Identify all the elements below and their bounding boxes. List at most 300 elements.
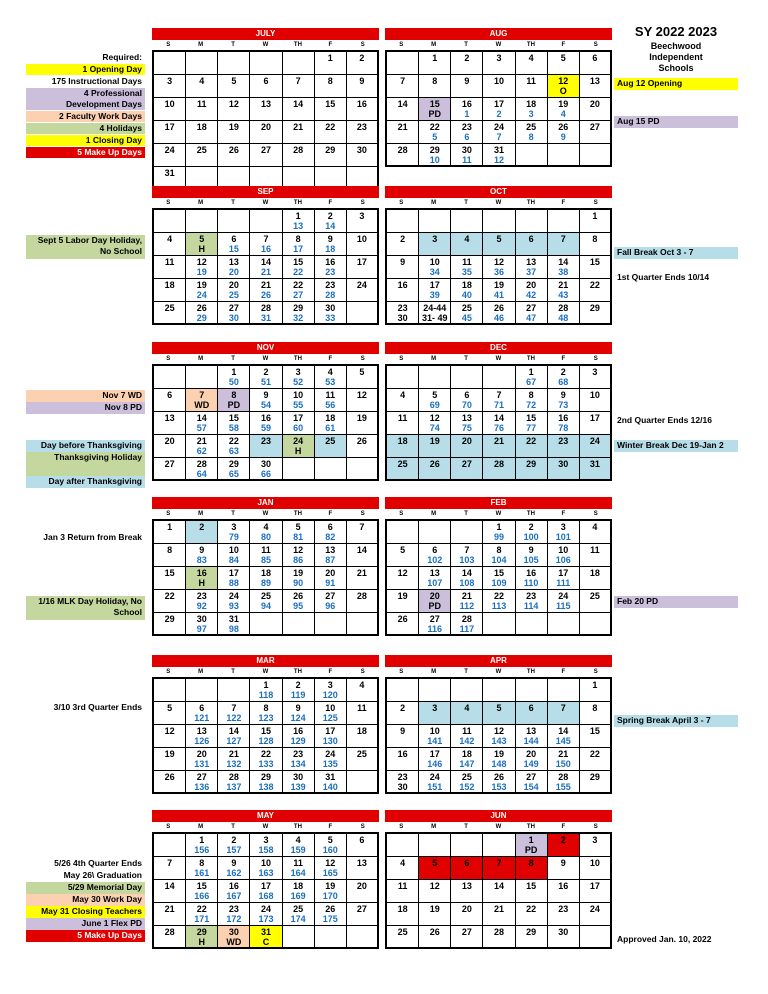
day-cell [580,567,612,590]
day-number: 29 [526,927,537,937]
instructional-day-count: 11 [462,155,472,165]
day-number: 14 [164,881,175,891]
instructional-day-count: 128 [258,736,274,746]
day-cell [580,702,612,725]
day-number: 6 [528,703,534,713]
day-cell [347,771,379,794]
day-cell [283,679,315,702]
day-cell [218,903,250,926]
right-note: Winter Break Dec 19-Jan 2 [614,440,738,452]
instructional-day-count: 63 [228,446,239,456]
day-number: 28 [164,927,175,937]
month-grid [152,832,379,949]
day-number: 30 [558,459,569,469]
instructional-day-count: 27 [293,290,304,300]
day-cell [483,903,515,926]
day-number: 23 [196,591,207,601]
day-cell [516,210,548,233]
instructional-day-count: 102 [427,555,443,565]
instructional-day-count: 168 [258,891,274,901]
day-cell [516,458,548,481]
day-cell [283,52,315,75]
day-number: 21 [260,280,271,290]
day-cell [154,366,186,389]
weekday-header [385,667,612,677]
day-cell [483,857,515,880]
day-cell [580,857,612,880]
day-cell [283,748,315,771]
day-cell [283,857,315,880]
day-cell [548,210,580,233]
day-number: 12 [493,257,504,267]
weekday-label: M [198,669,204,675]
day-number: 29 [526,459,537,469]
instructional-day-count: 77 [526,423,537,433]
day-number: 21 [397,122,408,132]
day-number: 1 [432,53,438,63]
day-code: PD [428,109,441,119]
instructional-day-count: 71 [493,400,504,410]
day-cell [516,771,548,794]
legend-item: 1 Closing Day [26,135,145,146]
day-number: 4 [327,367,333,377]
instructional-day-count: 32 [293,313,304,323]
instructional-day-count: 94 [260,601,271,611]
day-number: 7 [295,76,301,86]
weekday-label: W [262,824,269,830]
day-cell [548,521,580,544]
day-cell [419,98,451,121]
day-number: 2 [199,522,205,532]
day-cell [548,144,580,167]
day-cell [347,702,379,725]
day-cell [250,98,282,121]
instructional-day-count: 66 [260,469,271,479]
day-cell [218,725,250,748]
day-number: 4 [528,53,534,63]
day-number: 15 [429,99,440,109]
day-cell [580,412,612,435]
day-number: 5 [359,367,365,377]
weekday-label: S [360,356,365,362]
instructional-day-count: 6 [464,132,470,142]
day-number: 1 [167,522,173,532]
instructional-day-count: 42 [526,290,537,300]
day-number: 27 [429,614,440,624]
left-note: 5/29 Memorial Day [26,882,145,894]
day-cell [315,435,347,458]
month-header: OCT [385,186,612,198]
right-note: Aug 15 PD [614,116,738,128]
day-cell [387,725,419,748]
day-cell [218,210,250,233]
day-number: 3 [263,835,269,845]
weekday-label: W [495,511,502,517]
day-number: 18 [260,568,271,578]
weekday-label: M [198,511,204,517]
day-number: 24 [164,145,175,155]
day-cell [419,302,451,325]
weekday-label: TH [526,42,535,48]
day-cell [548,279,580,302]
day-number: 9 [528,545,534,555]
day-cell [347,544,379,567]
day-number: 23 [260,436,271,446]
instructional-day-count: 31 [260,313,271,323]
weekday-label: T [231,824,235,830]
day-number: 8 [528,390,534,400]
instructional-day-count: 17 [293,244,304,254]
day-number: 19 [558,99,569,109]
day-number: 23 [356,122,367,132]
month-header: AUG [385,28,612,40]
day-number: 11 [261,545,271,555]
day-cell [347,412,379,435]
day-number: 1 [295,211,301,221]
day-cell [516,389,548,412]
weekday-header [385,354,612,364]
instructional-day-count: 1 [464,109,470,119]
instructional-day-count: 52 [293,377,304,387]
instructional-day-count: 106 [555,555,571,565]
day-number: 23 [397,303,408,313]
instructional-day-count: 8 [528,132,534,142]
day-number: 26 [325,904,336,914]
left-note: 1/16 MLK Day Holiday, No School [26,596,145,620]
day-number: 8 [167,545,173,555]
instructional-day-count: 126 [194,736,210,746]
day-number: 17 [493,99,504,109]
day-number: 1 [231,367,237,377]
day-number: 12 [196,257,207,267]
day-number: 19 [164,749,175,759]
day-number: 26 [429,927,440,937]
day-cell [154,926,186,949]
day-cell [347,458,379,481]
instructional-day-count: 86 [293,555,304,565]
day-number: 20 [228,280,239,290]
day-cell [283,366,315,389]
day-cell [315,210,347,233]
weekday-label: W [262,669,269,675]
day-number: 19 [356,413,367,423]
day-number: 15 [526,881,537,891]
day-number: 12 [356,390,367,400]
day-cell [250,302,282,325]
instructional-day-count: 26 [260,290,271,300]
instructional-day-count: 167 [226,891,242,901]
day-number: 31 [493,145,504,155]
day-cell [387,857,419,880]
day-cell [451,748,483,771]
day-cell [250,679,282,702]
day-cell [516,544,548,567]
instructional-day-count: 160 [322,845,338,855]
day-number: 2 [528,522,534,532]
day-number: 6 [327,522,333,532]
day-cell [218,521,250,544]
instructional-day-count: 149 [523,759,539,769]
day-number: 27 [164,459,175,469]
day-cell [218,771,250,794]
day-cell [451,52,483,75]
legend-item: 175 Instructional Days [51,76,142,86]
day-number: 25 [260,591,271,601]
day-number: 29 [589,772,600,782]
day-number: 5 [560,53,566,63]
month-header: MAY [152,810,379,822]
day-cell [516,75,548,98]
left-note: June 1 Flex PD [26,918,145,930]
day-number: 3 [592,367,598,377]
day-cell [347,903,379,926]
day-cell [283,279,315,302]
day-number: 15 [293,257,304,267]
weekday-label: M [431,511,437,517]
day-number: 14 [558,726,569,736]
weekday-label: F [328,42,333,48]
day-cell [548,121,580,144]
weekday-label: W [262,356,269,362]
day-number: 26 [196,303,207,313]
day-cell [580,435,612,458]
day-number: 25 [461,303,472,313]
day-number: 3 [496,53,502,63]
day-cell [218,458,250,481]
day-cell [580,771,612,794]
instructional-day-count: 142 [459,736,475,746]
day-cell [315,144,347,167]
day-number: 28 [228,772,239,782]
weekday-header [152,509,379,519]
weekday-label: S [593,200,598,206]
day-cell [283,702,315,725]
instructional-day-count: 120 [322,690,338,700]
day-number: 10 [356,234,367,244]
day-cell [580,458,612,481]
instructional-day-count: 111 [556,578,571,588]
instructional-day-count: 166 [194,891,210,901]
day-cell [218,748,250,771]
weekday-label: F [328,511,333,517]
day-cell [218,613,250,636]
right-note: Spring Break April 3 - 7 [614,715,738,727]
day-number: 19 [397,591,408,601]
day-cell [451,613,483,636]
day-cell [154,256,186,279]
month-feb [385,497,612,636]
month-apr [385,655,612,794]
day-cell [154,834,186,857]
day-cell [451,121,483,144]
day-number: 4 [400,390,406,400]
day-cell [218,233,250,256]
instructional-day-count: 7 [496,132,502,142]
day-number: 14 [397,99,408,109]
left-note: Jan 3 Return from Break [43,532,142,542]
day-cell [154,98,186,121]
month-nov [152,342,379,481]
day-number: 17 [429,280,440,290]
day-number: 18 [293,881,304,891]
day-number: 18 [325,413,336,423]
day-number: 25 [397,927,408,937]
day-number: 22 [526,436,537,446]
day-cell [186,121,218,144]
instructional-day-count: 173 [258,914,274,924]
day-number: 20 [526,749,537,759]
day-number: 9 [327,234,333,244]
day-code: H [294,446,302,456]
day-code: PD [227,400,241,410]
day-cell [387,702,419,725]
day-cell [548,748,580,771]
instructional-day-count: 23 [325,267,336,277]
day-cell [580,121,612,144]
day-cell [186,544,218,567]
day-number: 6 [231,234,237,244]
day-cell [580,748,612,771]
month-grid [385,364,612,481]
day-number: 28 [493,459,504,469]
day-cell [387,233,419,256]
day-number: 29 [196,927,207,937]
instructional-day-count: 33 [325,313,336,323]
day-cell [548,857,580,880]
day-cell [516,834,548,857]
day-cell [315,256,347,279]
day-cell [154,52,186,75]
legend-item: 4 Holidays [26,123,145,134]
day-cell [186,144,218,167]
day-cell [548,903,580,926]
day-cell [483,834,515,857]
day-number: 27 [356,904,367,914]
day-number: 6 [263,76,269,86]
day-number: 10 [589,858,600,868]
instructional-day-count: 65 [228,469,239,479]
instructional-day-count: 30 [228,313,239,323]
day-number: 22 [325,122,336,132]
day-number: 3 [327,680,333,690]
instructional-day-count: 47 [526,313,537,323]
day-number: 26 [356,436,367,446]
day-number: 21 [293,122,304,132]
day-number: 27 [461,459,472,469]
day-number: 8 [231,390,237,400]
weekday-label: M [431,200,437,206]
month-sep [152,186,379,325]
instructional-day-count: 34 [429,267,440,277]
day-cell [419,366,451,389]
day-cell [283,458,315,481]
day-cell [387,256,419,279]
instructional-day-count: 4 [560,109,566,119]
weekday-label: M [431,42,437,48]
day-code: H [198,937,205,947]
day-cell [283,302,315,325]
day-number: 3 [432,703,438,713]
day-number: 14 [293,99,304,109]
day-number: 30 [397,313,408,323]
day-number: 29 [260,772,271,782]
day-number: 27 [325,591,336,601]
day-number: 27 [228,303,239,313]
month-header: JUN [385,810,612,822]
day-cell [283,613,315,636]
day-number: 27 [461,927,472,937]
day-cell [186,834,218,857]
day-code: C [262,937,270,947]
instructional-day-count: 61 [325,423,336,433]
day-number: 4 [464,703,470,713]
approval-note: Approved Jan. 10, 2022 [617,934,712,944]
instructional-day-count: 12 [493,155,504,165]
day-cell [218,880,250,903]
instructional-day-count: 164 [290,868,306,878]
weekday-label: M [431,356,437,362]
month-header: NOV [152,342,379,354]
weekday-label: T [464,511,468,517]
instructional-day-count: 10 [429,155,440,165]
day-number: 13 [589,76,600,86]
instructional-day-count: 98 [228,624,239,634]
day-cell [186,458,218,481]
instructional-day-count: 129 [290,736,306,746]
weekday-label: TH [526,511,535,517]
day-cell [451,233,483,256]
day-cell [516,256,548,279]
day-cell [580,834,612,857]
weekday-label: F [328,824,333,830]
weekday-label: S [399,669,404,675]
weekday-header [152,40,379,50]
day-cell [516,302,548,325]
day-cell [283,210,315,233]
day-cell [154,725,186,748]
day-number: 20 [461,436,472,446]
day-cell [580,52,612,75]
day-number: 8 [592,703,598,713]
day-number: 12 [228,99,239,109]
day-cell [516,521,548,544]
day-cell [218,567,250,590]
day-number: 3 [592,835,598,845]
day-cell [419,903,451,926]
day-number: 18 [397,904,408,914]
day-cell [387,210,419,233]
day-number: 16 [526,568,537,578]
day-cell [154,389,186,412]
instructional-day-count: 19 [196,267,207,277]
month-grid [385,208,612,325]
day-cell [315,75,347,98]
day-cell [315,302,347,325]
weekday-label: F [561,824,566,830]
day-number: 30 [356,145,367,155]
day-number: 24 [429,772,440,782]
day-number: 10 [260,858,271,868]
day-number: 6 [432,545,438,555]
day-number: 2 [263,367,269,377]
day-cell [419,521,451,544]
instructional-day-count: 50 [228,377,239,387]
day-number: 26 [429,459,440,469]
day-number: 13 [429,568,440,578]
day-cell [548,435,580,458]
day-cell [347,233,379,256]
day-cell [548,834,580,857]
